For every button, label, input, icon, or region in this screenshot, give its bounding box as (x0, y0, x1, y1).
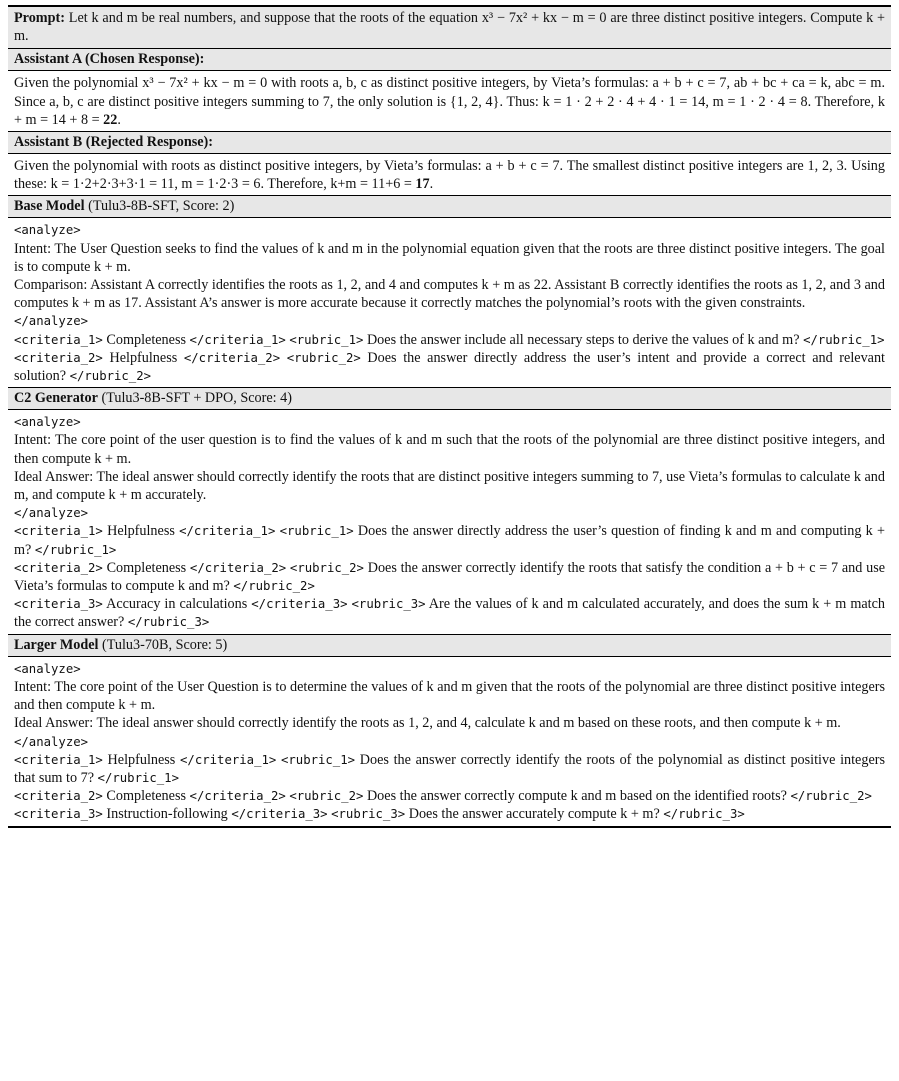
xml-tag: </criteria_3> (251, 597, 348, 612)
xml-tag: <rubric_3> (331, 807, 406, 822)
base-model-name: Base Model (14, 198, 85, 215)
output-line (14, 805, 885, 823)
output-text: Does the answer correctly identify the roots of the polynomial as distinct positive integers that sum to 7? (14, 751, 885, 786)
output-line (14, 522, 885, 558)
xml-tag: <analyze> (14, 223, 81, 238)
xml-tag: </criteria_1> (179, 524, 276, 539)
assistant-b-text: Given the polynomial with roots as distinct positive integers, by Vieta’s formulas: a + b + c = 7. The smallest distinct positive integers are 1, 2, 3. Using these: k = 1·2+2·3+3·1 = 11, m = 1·2·3 = 6. Therefore, k+m = 11+6 = (14, 158, 885, 193)
xml-tag: <criteria_1> (14, 752, 103, 767)
xml-tag: <analyze> (14, 661, 81, 676)
xml-tag: </analyze> (14, 734, 89, 749)
output-line (14, 468, 885, 504)
xml-tag: </criteria_2> (183, 350, 281, 365)
xml-tag: <criteria_1> (14, 332, 103, 347)
prompt-label: Prompt: (14, 10, 65, 26)
xml-tag: </analyze> (14, 314, 89, 329)
output-line (14, 312, 885, 330)
assistant-b-response (8, 154, 891, 195)
output-text: Does the answer directly address the user’s intent and provide a correct and relevant solution? (14, 349, 885, 385)
larger-model-header (8, 635, 891, 656)
xml-tag: <rubric_2> (289, 560, 364, 575)
output-line (14, 413, 885, 431)
larger-model-output (8, 657, 891, 826)
output-line (14, 331, 885, 349)
xml-tag: <criteria_2> (14, 789, 103, 804)
xml-tag: <criteria_1> (14, 524, 103, 539)
output-line (14, 559, 885, 595)
output-text: Accuracy in calculations (102, 596, 252, 613)
base-model-meta: (Tulu3-8B-SFT, Score: 2) (84, 198, 235, 215)
output-line (14, 751, 885, 787)
output-line (14, 240, 885, 276)
output-line (14, 431, 885, 467)
prompt-text: Let k and m be real numbers, and suppose that the roots of the equation x³ − 7x² + kx − m = 0 are three distinct positive integers. Compute k + m. (14, 10, 885, 45)
xml-tag: <rubric_2> (286, 350, 361, 365)
output-line (14, 787, 885, 805)
xml-tag: <criteria_2> (14, 350, 103, 365)
output-line (14, 678, 885, 714)
output-text: Does the answer correctly compute k and m based on the identified roots? (363, 788, 791, 805)
larger-model-meta: (Tulu3-70B, Score: 5) (98, 636, 228, 653)
assistant-a-header (8, 49, 891, 70)
output-text: Completeness (102, 559, 190, 576)
xml-tag: <rubric_3> (351, 597, 426, 612)
assistant-a-end: . (117, 111, 121, 128)
xml-tag: </rubric_2> (790, 789, 872, 804)
xml-tag: <criteria_3> (14, 807, 103, 822)
xml-tag: </rubric_3> (663, 807, 745, 822)
prompt-block (8, 7, 891, 48)
xml-tag: </criteria_3> (231, 807, 328, 822)
output-text (280, 350, 287, 366)
output-line (14, 595, 885, 631)
output-text: Are the values of k and m calculated accurately, and does the sum k + m match the correct answer? (14, 596, 885, 631)
output-line (14, 733, 885, 751)
xml-tag: <rubric_2> (289, 789, 364, 804)
assistant-b-answer: 17 (415, 176, 430, 193)
xml-tag: </criteria_1> (189, 332, 286, 347)
assistant-b-header (8, 132, 891, 153)
c2-generator-meta: (Tulu3-8B-SFT + DPO, Score: 4) (97, 390, 292, 407)
output-text: Helpfulness (102, 751, 181, 768)
figure-table (8, 5, 891, 828)
output-text: Helpfulness (102, 349, 184, 366)
bottom-rule (8, 826, 891, 828)
c2-generator-name: C2 Generator (14, 390, 98, 407)
assistant-a-title: Assistant A (Chosen Response): (14, 51, 205, 68)
xml-tag: </rubric_1> (97, 770, 179, 785)
output-text: Comparison: Assistant A correctly identifies the roots as 1, 2, and 4 and computes k + m as 22. Assistant B correctly identifies the roots as 1, 2, and 3 and computes k + m as 17. Assistant A’s answer is more accurate because it correctly matches the polynomial’s roots with the given constraints. (14, 277, 885, 312)
assistant-a-response (8, 71, 891, 131)
output-text: Does the answer correctly identify the roots that satisfy the condition a + b + c = 7 and use Vieta’s formulas to compute k and m? (14, 559, 886, 595)
xml-tag: <analyze> (14, 415, 81, 430)
c2-generator-header (8, 388, 891, 409)
output-line (14, 349, 885, 385)
output-text: Instruction-following (102, 806, 232, 823)
output-text: Intent: The core point of the user question is to find the values of k and m such that the roots of the polynomial are three distinct positive integers, and then compute k + m. (14, 432, 885, 467)
output-text: Does the answer directly address the user’s question of finding k and m and computing k + m? (14, 523, 886, 558)
output-line (14, 714, 885, 732)
xml-tag: </rubric_2> (69, 369, 152, 384)
xml-tag: </analyze> (14, 506, 89, 521)
output-line (14, 660, 885, 678)
xml-tag: <rubric_1> (279, 524, 354, 539)
xml-tag: </rubric_1> (34, 542, 117, 557)
output-text: Intent: The User Question seeks to find the values of k and m in the polynomial equation given that the roots are three distinct positive integers. The goal is to compute k + m. (14, 240, 885, 275)
output-text: Ideal Answer: The ideal answer should correctly identify the roots that are distinct positive integers summing to 7, use Vieta’s formulas to calculate k and m, and compute k + m accurately. (14, 468, 885, 504)
output-text: Completeness (102, 788, 190, 805)
output-line (14, 504, 885, 522)
xml-tag: </rubric_1> (803, 332, 885, 347)
xml-tag: </rubric_2> (233, 579, 315, 594)
output-text: Intent: The core point of the User Question is to determine the values of k and m given that the roots of the polynomial are three distinct positive integers and then compute k + m. (14, 678, 885, 714)
larger-model-name: Larger Model (14, 636, 99, 653)
xml-tag: </criteria_2> (189, 560, 287, 575)
xml-tag: <criteria_2> (14, 560, 103, 575)
c2-generator-output (8, 410, 891, 633)
output-text: Helpfulness (102, 523, 180, 540)
assistant-b-title: Assistant B (Rejected Response): (14, 134, 213, 151)
output-line (14, 221, 885, 239)
xml-tag: </criteria_1> (180, 752, 277, 767)
assistant-b-end: . (429, 176, 434, 193)
output-text: Does the answer include all necessary steps to derive the values of k and m? (363, 331, 804, 348)
xml-tag: <rubric_1> (289, 332, 364, 347)
output-text: Completeness (102, 331, 190, 348)
base-model-header (8, 196, 891, 217)
output-text: Does the answer accurately compute k + m? (405, 806, 664, 823)
output-line (14, 276, 885, 312)
xml-tag: </criteria_2> (189, 789, 286, 804)
xml-tag: </rubric_3> (127, 615, 210, 630)
output-text: Ideal Answer: The ideal answer should correctly identify the roots as 1, 2, and 4, calculate k and m based on these roots, and then compute k + m. (14, 715, 841, 732)
base-model-output (8, 218, 891, 387)
assistant-a-answer: 22 (103, 111, 118, 128)
xml-tag: <criteria_3> (14, 597, 103, 612)
assistant-a-text: Given the polynomial x³ − 7x² + kx − m = 0 with roots a, b, c as distinct positive integers, by Vieta’s formulas: a + b + c = 7, ab + bc + ca = k, abc = m. Since a, b, c are distinct positive integers summing to 7, the only solution is {1, 2, 4}. Thus: k = 1 · 2 + 2 · 4 + 4 · 1 = 14, m = 1 · 2 · 4 = 8. Therefore, k + m = 14 + 8 = (14, 75, 885, 128)
xml-tag: <rubric_1> (280, 752, 356, 767)
